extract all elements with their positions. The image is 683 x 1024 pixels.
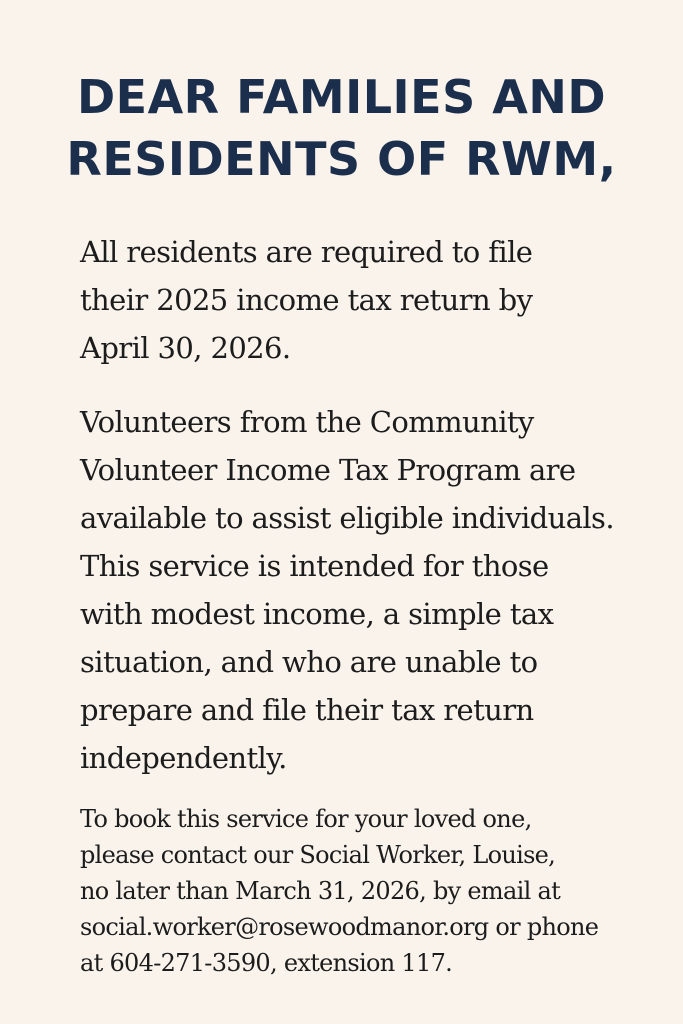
text-line: available to assist eligible individuals. bbox=[80, 501, 614, 535]
text-line: no later than March 31, 2026, by email at bbox=[80, 877, 561, 905]
text-line: prepare and file their tax return bbox=[80, 693, 534, 727]
text-line: their 2025 income tax return by bbox=[80, 283, 533, 317]
text-line: All residents are required to file bbox=[80, 235, 533, 269]
volunteer-program-paragraph bbox=[80, 398, 614, 782]
text-line: April 30, 2026. bbox=[80, 331, 291, 365]
text-line: Volunteers from the Community bbox=[80, 405, 534, 439]
notice-title bbox=[0, 66, 683, 190]
text-line: situation, and who are unable to bbox=[80, 645, 538, 679]
title-line: RESIDENTS OF RWM, bbox=[66, 132, 617, 186]
text-line: independently. bbox=[80, 741, 287, 775]
text-line: with modest income, a simple tax bbox=[80, 597, 554, 631]
text-line: This service is intended for those bbox=[80, 549, 549, 583]
filing-requirement-paragraph bbox=[80, 228, 532, 372]
contact-email-line: social.worker@rosewoodmanor.org or phone bbox=[80, 913, 599, 941]
title-line: DEAR FAMILIES AND bbox=[76, 70, 607, 124]
text-line: Volunteer Income Tax Program are bbox=[80, 453, 576, 487]
contact-paragraph bbox=[80, 801, 598, 981]
text-line: please contact our Social Worker, Louise, bbox=[80, 841, 556, 869]
contact-phone-line: at 604-271-3590, extension 117. bbox=[80, 949, 453, 977]
text-line: To book this service for your loved one, bbox=[80, 805, 532, 833]
